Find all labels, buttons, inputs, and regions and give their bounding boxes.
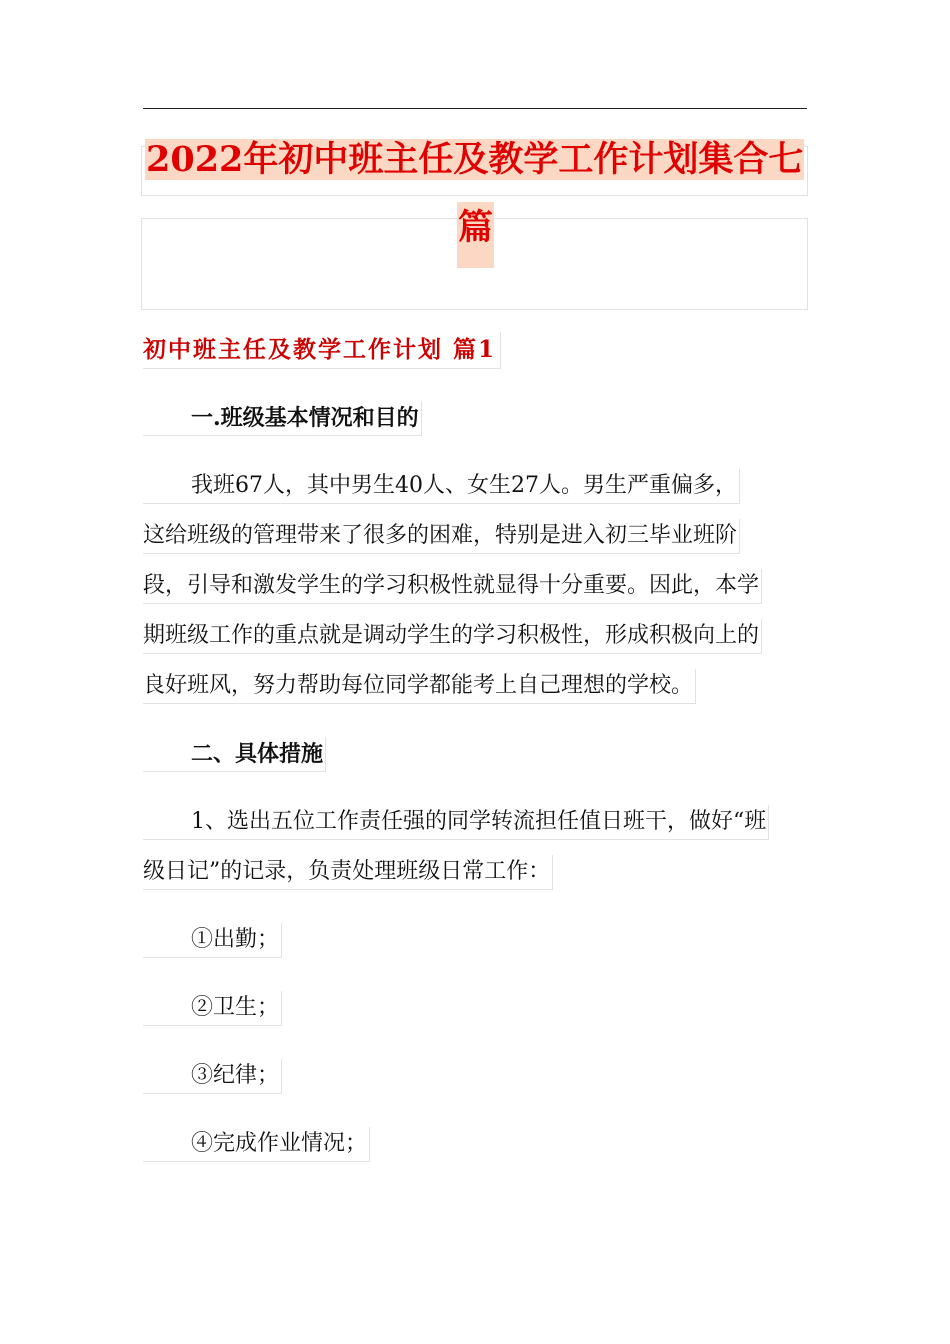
document-title-line-1 <box>145 134 804 186</box>
list-item: ②卫生； <box>143 991 282 1026</box>
paragraph-line: 这给班级的管理带来了很多的困难，特别是进入初三毕业班阶 <box>143 519 740 554</box>
list-item: ③纪律； <box>143 1059 282 1094</box>
paragraph-line: 期班级工作的重点就是调动学生的学习积极性，形成积极向上的 <box>143 619 762 654</box>
paragraph-line: 我班67人，其中男生40人、女生27人。男生严重偏多， <box>143 469 740 504</box>
top-rule <box>143 108 807 109</box>
list-item: ①出勤； <box>143 923 282 958</box>
paragraph-line: 良好班风，努力帮助每位同学都能考上自己理想的学校。 <box>143 669 696 704</box>
title-text-1: 2022年初中班主任及教学工作计划集合七 <box>146 139 804 180</box>
list-item: ④完成作业情况； <box>143 1127 370 1162</box>
section-heading: 初中班主任及教学工作计划 篇1 <box>143 332 501 369</box>
paragraph-line: 级日记”的记录，负责处理班级日常工作： <box>143 855 553 890</box>
subheading-measures: 二、具体措施 <box>143 737 326 772</box>
paragraph-line: 段，引导和激发学生的学习积极性就显得十分重要。因此，本学 <box>143 569 762 604</box>
title-text-2: 篇 <box>457 202 494 268</box>
subheading-basic-info: 一.班级基本情况和目的 <box>143 401 422 436</box>
document-title-line-2 <box>457 202 494 268</box>
paragraph-line: 1、选出五位工作责任强的同学转流担任值日班干，做好“班 <box>143 805 769 840</box>
